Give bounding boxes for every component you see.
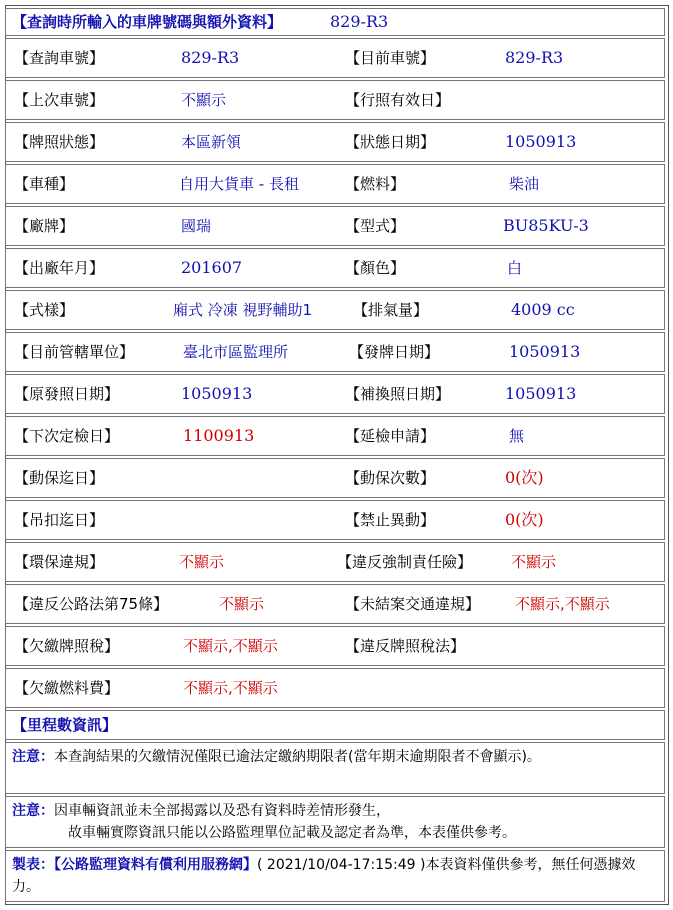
note2-row	[5, 796, 665, 848]
field-label: 【狀態日期】	[345, 133, 436, 151]
field-row	[5, 206, 665, 246]
field-label: 【吊扣迄日】	[14, 511, 105, 529]
field-row	[5, 626, 665, 666]
field-label: 【行照有效日】	[345, 91, 451, 109]
field-value: 不顯示	[219, 595, 265, 613]
field-label: 【式樣】	[14, 301, 75, 319]
field-row	[5, 122, 665, 162]
field-label: 【補換照日期】	[345, 385, 451, 403]
field-value: 不顯示	[179, 553, 225, 571]
field-value: 白	[507, 259, 523, 277]
field-value: 不顯示,不顯示	[183, 679, 278, 697]
field-label: 【目前管轄單位】	[14, 343, 135, 361]
field-label: 【發牌日期】	[349, 343, 440, 361]
field-label: 【原發照日期】	[14, 385, 120, 403]
field-label: 【禁止異動】	[345, 511, 436, 529]
field-label: 【廠牌】	[14, 217, 75, 235]
field-value: 0(次)	[505, 510, 544, 529]
field-label: 【上次車號】	[14, 91, 105, 109]
note2-label: 注意：	[12, 803, 54, 819]
field-value: 1050913	[505, 384, 577, 403]
field-label: 【欠繳燃料費】	[14, 679, 120, 697]
field-label: 【違反公路法第75條】	[14, 595, 169, 613]
field-row	[5, 38, 665, 78]
field-value: 柴油	[509, 175, 540, 193]
field-label: 【出廠年月】	[14, 259, 105, 277]
note1-row	[5, 742, 665, 794]
note2-line1: 因車輛資訊並未全部揭露以及恐有資料時差情形發生，	[54, 803, 390, 819]
field-row	[5, 164, 665, 204]
field-value: 無	[509, 427, 525, 445]
field-value: 不顯示,不顯示	[183, 637, 278, 655]
note2-line2: 故車輛實際資訊只能以公路監理單位記載及認定者為準，本表僅供參考。	[68, 825, 516, 841]
field-row	[5, 542, 665, 582]
field-value: 829-R3	[505, 48, 564, 67]
field-value: 201607	[181, 258, 243, 277]
field-row	[5, 416, 665, 456]
field-label: 【查詢車號】	[14, 49, 105, 67]
field-value: 自用大貨車 - 長租	[179, 175, 299, 193]
field-value: 廂式 冷凍 視野輔助1	[173, 301, 313, 319]
field-label: 【目前車號】	[345, 49, 436, 67]
note3-time: ( 2021/10/04-17:15:49 )	[257, 857, 426, 873]
field-label: 【下次定檢日】	[14, 427, 120, 445]
field-row	[5, 500, 665, 540]
field-label: 【排氣量】	[353, 301, 429, 319]
title-plate: 829-R3	[330, 12, 389, 31]
note3-label: 製表：	[12, 857, 54, 873]
field-row	[5, 374, 665, 414]
field-label: 【車種】	[14, 175, 75, 193]
field-label: 【動保次數】	[345, 469, 436, 487]
field-row	[5, 332, 665, 372]
note3	[12, 854, 658, 898]
field-value: 1100913	[183, 426, 255, 445]
field-label: 【顏色】	[345, 259, 406, 277]
field-value: 829-R3	[181, 48, 240, 67]
note3-text: 本表資料僅供參考，無任何憑據效力。	[12, 857, 636, 895]
field-value: 0(次)	[505, 468, 544, 487]
field-label: 【違反強制責任險】	[337, 553, 473, 571]
field-value: 不顯示,不顯示	[515, 595, 610, 613]
field-row	[5, 80, 665, 120]
field-label: 【延檢申請】	[345, 427, 436, 445]
field-label: 【欠繳牌照稅】	[14, 637, 120, 655]
field-label: 【違反牌照稅法】	[345, 637, 466, 655]
field-value: 本區新領	[181, 133, 242, 151]
field-value: 1050913	[181, 384, 253, 403]
field-label: 【動保迄日】	[14, 469, 105, 487]
field-label: 【型式】	[345, 217, 406, 235]
note3-source: 【公路監理資料有償利用服務網】	[54, 857, 257, 873]
title-row	[5, 8, 665, 36]
field-value: 1050913	[505, 132, 577, 151]
note1-text: 本查詢結果的欠繳情況僅限已逾法定繳納期限者(當年期末逾期限者不會顯示)。	[54, 749, 541, 765]
field-label: 【燃料】	[345, 175, 406, 193]
note1	[12, 746, 658, 768]
field-value: BU85KU-3	[503, 216, 589, 235]
field-value: 1050913	[509, 342, 581, 361]
field-row	[5, 668, 665, 708]
mileage-row	[5, 710, 665, 740]
field-value: 不顯示	[511, 553, 557, 571]
title-label: 【查詢時所輸入的車牌號碼與額外資料】	[12, 13, 283, 31]
note3-row	[5, 850, 665, 902]
field-label: 【未結案交通違規】	[345, 595, 481, 613]
field-value: 4009 cc	[511, 300, 575, 319]
field-value: 國瑞	[181, 217, 212, 235]
field-row	[5, 290, 665, 330]
field-value: 臺北市區監理所	[183, 343, 289, 361]
field-label: 【牌照狀態】	[14, 133, 105, 151]
field-row	[5, 248, 665, 288]
note1-label: 注意：	[12, 749, 54, 765]
field-row	[5, 458, 665, 498]
field-label: 【環保違規】	[14, 553, 105, 571]
mileage-label: 【里程數資訊】	[12, 716, 118, 734]
field-row	[5, 584, 665, 624]
note2	[12, 800, 658, 844]
field-value: 不顯示	[181, 91, 227, 109]
